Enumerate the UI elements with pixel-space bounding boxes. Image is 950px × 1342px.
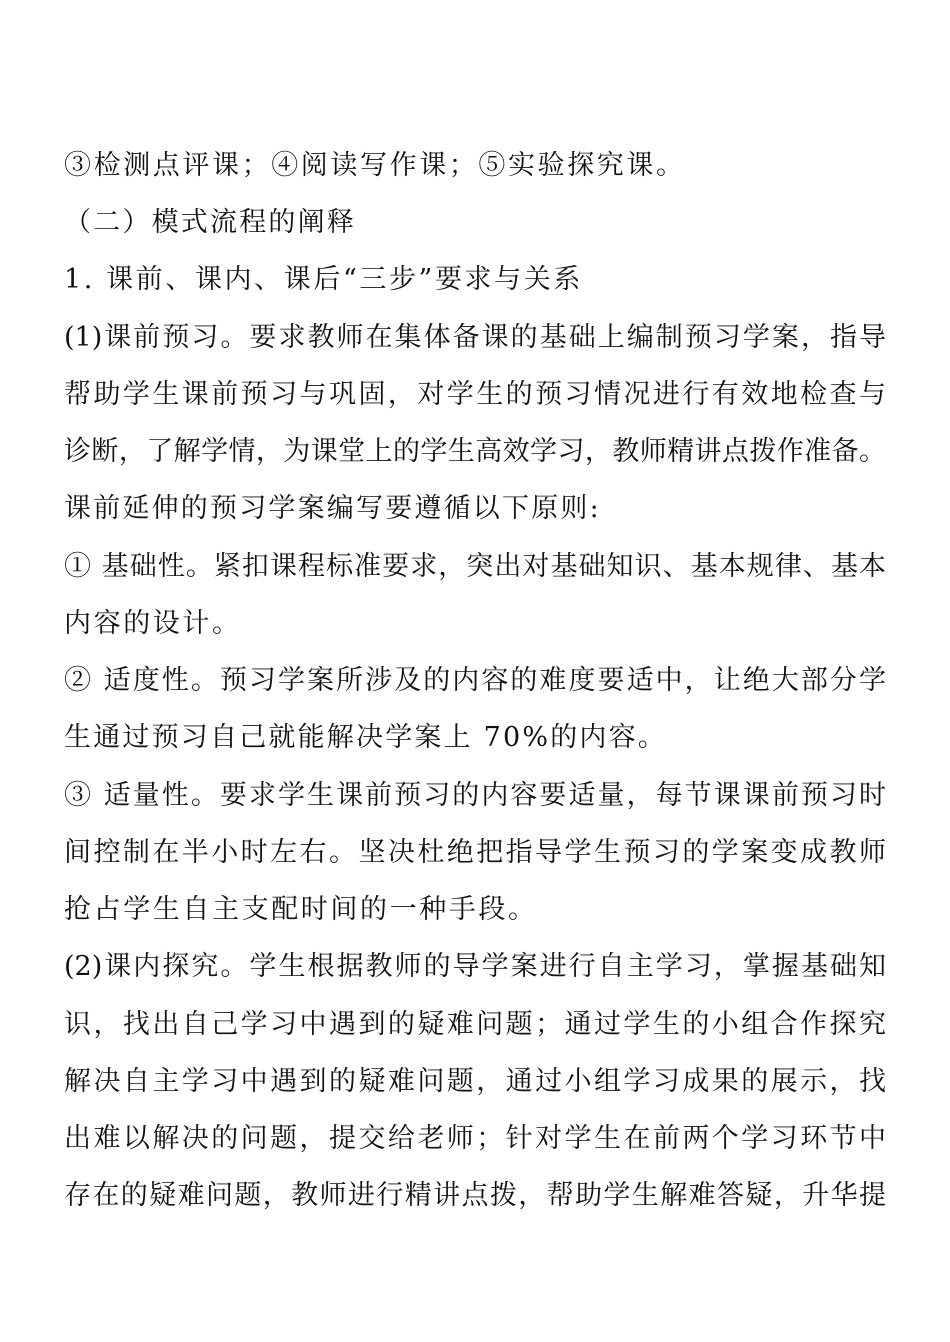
paragraph-inclass-line-5: 存在的疑难问题，教师进行精讲点拨，帮助学生解难答疑，升华提 xyxy=(64,1180,886,1211)
section-heading-process-explanation: （二）模式流程的阐释 xyxy=(64,207,356,238)
text-line-course-types: ③检测点评课；④阅读写作课；⑤实验探究课。 xyxy=(64,150,686,181)
principle-amount-line-1: ③ 适量性。要求学生课前预习的内容要适量，每节课课前预习时 xyxy=(64,780,886,811)
principle-amount-line-3: 抢占学生自主支配时间的一种手段。 xyxy=(64,894,538,925)
paragraph-inclass-line-1: (2)课内探究。学生根据教师的导学案进行自主学习，掌握基础知 xyxy=(64,951,886,982)
principle-moderate-line-1: ② 适度性。预习学案所涉及的内容的难度要适中，让绝大部分学 xyxy=(64,665,886,696)
paragraph-inclass-line-2: 识，找出自己学习中遇到的疑难问题；通过学生的小组合作探究 xyxy=(64,1009,886,1040)
principle-basic-line-1: ① 基础性。紧扣课程标准要求，突出对基础知识、基本规律、基本 xyxy=(64,551,886,582)
subheading-three-steps: 1. 课前、课内、课后“三步”要求与关系 xyxy=(64,264,583,295)
principle-amount-line-2: 间控制在半小时左右。坚决杜绝把指导学生预习的学案变成教师 xyxy=(64,837,886,868)
paragraph-preview-line-1: (1)课前预习。要求教师在集体备课的基础上编制预习学案，指导 xyxy=(64,322,886,353)
paragraph-preview-line-2: 帮助学生课前预习与巩固，对学生的预习情况进行有效地检查与 xyxy=(64,379,886,410)
paragraph-preview-line-3: 诊断，了解学情，为课堂上的学生高效学习，教师精讲点拨作准备。 xyxy=(64,436,886,467)
principle-moderate-line-2: 生通过预习自己就能解决学案上 70%的内容。 xyxy=(64,722,667,753)
paragraph-preview-line-4: 课前延伸的预习学案编写要遵循以下原则: xyxy=(64,493,601,524)
paragraph-inclass-line-3: 解决自主学习中遇到的疑难问题，通过小组学习成果的展示，找 xyxy=(64,1066,886,1097)
paragraph-inclass-line-4: 出难以解决的问题，提交给老师；针对学生在前两个学习环节中 xyxy=(64,1123,886,1154)
principle-basic-line-2: 内容的设计。 xyxy=(64,608,242,639)
